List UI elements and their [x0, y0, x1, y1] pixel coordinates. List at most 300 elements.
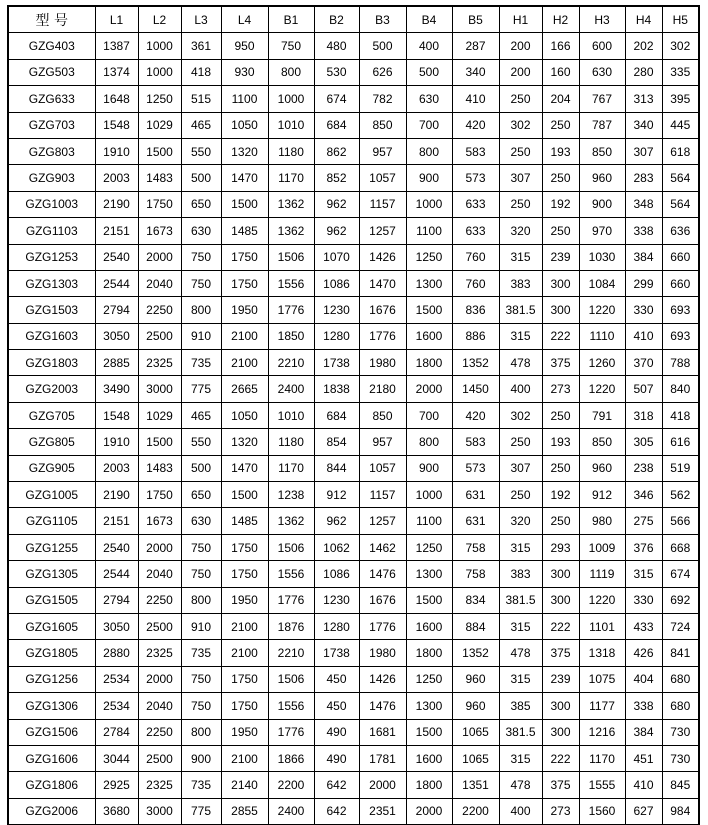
value-cell: 1555 [579, 772, 625, 798]
value-cell: 660 [662, 270, 699, 296]
value-cell: 631 [452, 482, 499, 508]
value-cell: 650 [181, 191, 221, 217]
value-cell: 1483 [138, 165, 181, 191]
value-cell: 1776 [359, 323, 406, 349]
model-cell: GZG1003 [8, 191, 95, 217]
value-cell: 381.5 [499, 297, 542, 323]
table-row [8, 534, 699, 560]
value-cell: 370 [625, 350, 662, 376]
value-cell: 674 [662, 561, 699, 587]
value-cell: 573 [452, 455, 499, 481]
value-cell: 962 [314, 508, 359, 534]
value-cell: 2540 [95, 244, 138, 270]
value-cell: 2100 [221, 323, 268, 349]
value-cell: 840 [662, 376, 699, 402]
table-row [8, 640, 699, 666]
value-cell: 1362 [268, 191, 314, 217]
value-cell: 1600 [406, 323, 452, 349]
value-cell: 384 [625, 719, 662, 745]
value-cell: 1910 [95, 138, 138, 164]
value-cell: 1980 [359, 350, 406, 376]
value-cell: 3050 [95, 323, 138, 349]
value-cell: 1450 [452, 376, 499, 402]
value-cell: 626 [359, 59, 406, 85]
table-row [8, 772, 699, 798]
value-cell: 630 [181, 508, 221, 534]
value-cell: 519 [662, 455, 699, 481]
value-cell: 650 [181, 482, 221, 508]
value-cell: 1673 [138, 508, 181, 534]
value-cell: 166 [542, 33, 579, 59]
value-cell: 850 [359, 402, 406, 428]
value-cell: 1426 [359, 666, 406, 692]
value-cell: 684 [314, 402, 359, 428]
value-cell: 273 [542, 376, 579, 402]
model-cell: GZG1256 [8, 666, 95, 692]
column-header-b4: B4 [406, 6, 452, 33]
value-cell: 1980 [359, 640, 406, 666]
value-cell: 2794 [95, 587, 138, 613]
table-row [8, 376, 699, 402]
value-cell: 1374 [95, 59, 138, 85]
value-cell: 1009 [579, 534, 625, 560]
value-cell: 1506 [268, 534, 314, 560]
value-cell: 478 [499, 350, 542, 376]
value-cell: 2794 [95, 297, 138, 323]
value-cell: 2544 [95, 561, 138, 587]
model-cell: GZG1506 [8, 719, 95, 745]
value-cell: 1075 [579, 666, 625, 692]
value-cell: 962 [314, 191, 359, 217]
value-cell: 692 [662, 587, 699, 613]
value-cell: 302 [662, 33, 699, 59]
value-cell: 192 [542, 191, 579, 217]
value-cell: 1320 [221, 138, 268, 164]
value-cell: 564 [662, 191, 699, 217]
value-cell: 275 [625, 508, 662, 534]
value-cell: 1257 [359, 508, 406, 534]
value-cell: 1216 [579, 719, 625, 745]
value-cell: 2100 [221, 613, 268, 639]
value-cell: 1000 [406, 482, 452, 508]
value-cell: 1738 [314, 350, 359, 376]
value-cell: 600 [579, 33, 625, 59]
value-cell: 1100 [221, 86, 268, 112]
value-cell: 280 [625, 59, 662, 85]
value-cell: 250 [542, 402, 579, 428]
value-cell: 2190 [95, 191, 138, 217]
value-cell: 850 [579, 429, 625, 455]
value-cell: 287 [452, 33, 499, 59]
value-cell: 1800 [406, 772, 452, 798]
value-cell: 2500 [138, 745, 181, 771]
model-cell: GZG903 [8, 165, 95, 191]
value-cell: 250 [542, 218, 579, 244]
model-cell: GZG403 [8, 33, 95, 59]
value-cell: 200 [499, 59, 542, 85]
value-cell: 1057 [359, 455, 406, 481]
value-cell: 1800 [406, 350, 452, 376]
value-cell: 1738 [314, 640, 359, 666]
value-cell: 2400 [268, 798, 314, 825]
value-cell: 886 [452, 323, 499, 349]
value-cell: 1260 [579, 350, 625, 376]
value-cell: 420 [452, 402, 499, 428]
value-cell: 500 [406, 59, 452, 85]
value-cell: 2100 [221, 350, 268, 376]
value-cell: 300 [542, 561, 579, 587]
value-cell: 1157 [359, 482, 406, 508]
value-cell: 2885 [95, 350, 138, 376]
value-cell: 330 [625, 297, 662, 323]
value-cell: 775 [181, 798, 221, 825]
value-cell: 1556 [268, 693, 314, 719]
table-row [8, 482, 699, 508]
value-cell: 1676 [359, 587, 406, 613]
value-cell: 2400 [268, 376, 314, 402]
column-header-h4: H4 [625, 6, 662, 33]
value-cell: 2500 [138, 323, 181, 349]
value-cell: 693 [662, 323, 699, 349]
value-cell: 750 [181, 693, 221, 719]
table-row [8, 138, 699, 164]
value-cell: 2325 [138, 350, 181, 376]
value-cell: 800 [406, 429, 452, 455]
value-cell: 1600 [406, 613, 452, 639]
value-cell: 700 [406, 112, 452, 138]
value-cell: 730 [662, 719, 699, 745]
table-row [8, 86, 699, 112]
value-cell: 1070 [314, 244, 359, 270]
value-cell: 962 [314, 218, 359, 244]
value-cell: 1500 [138, 138, 181, 164]
value-cell: 1776 [359, 613, 406, 639]
column-header-h3: H3 [579, 6, 625, 33]
value-cell: 1157 [359, 191, 406, 217]
value-cell: 250 [499, 138, 542, 164]
value-cell: 1910 [95, 429, 138, 455]
value-cell: 1426 [359, 244, 406, 270]
value-cell: 418 [662, 402, 699, 428]
value-cell: 305 [625, 429, 662, 455]
value-cell: 1029 [138, 402, 181, 428]
value-cell: 2040 [138, 270, 181, 296]
value-cell: 735 [181, 640, 221, 666]
value-cell: 1230 [314, 587, 359, 613]
value-cell: 480 [314, 33, 359, 59]
value-cell: 3044 [95, 745, 138, 771]
value-cell: 338 [625, 693, 662, 719]
value-cell: 450 [314, 693, 359, 719]
value-cell: 302 [499, 112, 542, 138]
value-cell: 376 [625, 534, 662, 560]
value-cell: 960 [579, 455, 625, 481]
value-cell: 250 [542, 112, 579, 138]
table-row [8, 33, 699, 59]
value-cell: 1476 [359, 561, 406, 587]
column-header-h1: H1 [499, 6, 542, 33]
value-cell: 1483 [138, 455, 181, 481]
value-cell: 1000 [138, 59, 181, 85]
value-cell: 307 [499, 165, 542, 191]
value-cell: 1050 [221, 402, 268, 428]
value-cell: 1084 [579, 270, 625, 296]
value-cell: 2100 [221, 640, 268, 666]
value-cell: 1470 [221, 165, 268, 191]
value-cell: 410 [625, 323, 662, 349]
column-header-b2: B2 [314, 6, 359, 33]
value-cell: 395 [662, 86, 699, 112]
value-cell: 1387 [95, 33, 138, 59]
table-row [8, 402, 699, 428]
value-cell: 1950 [221, 587, 268, 613]
value-cell: 693 [662, 297, 699, 323]
value-cell: 1500 [406, 297, 452, 323]
value-cell: 1065 [452, 719, 499, 745]
value-cell: 787 [579, 112, 625, 138]
value-cell: 1100 [406, 508, 452, 534]
value-cell: 642 [314, 772, 359, 798]
value-cell: 515 [181, 86, 221, 112]
value-cell: 340 [452, 59, 499, 85]
table-body [8, 33, 699, 825]
value-cell: 700 [406, 402, 452, 428]
value-cell: 1086 [314, 561, 359, 587]
value-cell: 750 [181, 666, 221, 692]
value-cell: 630 [181, 218, 221, 244]
value-cell: 1351 [452, 772, 499, 798]
value-cell: 299 [625, 270, 662, 296]
value-cell: 1180 [268, 429, 314, 455]
value-cell: 490 [314, 719, 359, 745]
value-cell: 222 [542, 745, 579, 771]
model-cell: GZG1605 [8, 613, 95, 639]
model-cell: GZG1606 [8, 745, 95, 771]
value-cell: 315 [625, 561, 662, 587]
value-cell: 960 [452, 693, 499, 719]
model-cell: GZG1103 [8, 218, 95, 244]
value-cell: 465 [181, 402, 221, 428]
value-cell: 315 [499, 323, 542, 349]
column-header-b3: B3 [359, 6, 406, 33]
value-cell: 1500 [221, 191, 268, 217]
value-cell: 841 [662, 640, 699, 666]
value-cell: 1556 [268, 561, 314, 587]
value-cell: 383 [499, 270, 542, 296]
value-cell: 912 [579, 482, 625, 508]
value-cell: 1250 [406, 666, 452, 692]
value-cell: 451 [625, 745, 662, 771]
column-header-model: 型 号 [8, 6, 95, 33]
value-cell: 300 [542, 693, 579, 719]
value-cell: 631 [452, 508, 499, 534]
value-cell: 1170 [579, 745, 625, 771]
value-cell: 1000 [138, 33, 181, 59]
value-cell: 375 [542, 350, 579, 376]
value-cell: 1500 [406, 719, 452, 745]
value-cell: 361 [181, 33, 221, 59]
value-cell: 315 [499, 613, 542, 639]
value-cell: 900 [406, 455, 452, 481]
value-cell: 724 [662, 613, 699, 639]
value-cell: 273 [542, 798, 579, 825]
value-cell: 300 [542, 719, 579, 745]
value-cell: 1230 [314, 297, 359, 323]
value-cell: 1866 [268, 745, 314, 771]
value-cell: 884 [452, 613, 499, 639]
value-cell: 750 [181, 244, 221, 270]
value-cell: 1506 [268, 666, 314, 692]
value-cell: 862 [314, 138, 359, 164]
value-cell: 192 [542, 482, 579, 508]
value-cell: 900 [579, 191, 625, 217]
value-cell: 1500 [406, 587, 452, 613]
model-cell: GZG705 [8, 402, 95, 428]
value-cell: 507 [625, 376, 662, 402]
value-cell: 2000 [138, 534, 181, 560]
value-cell: 1485 [221, 218, 268, 244]
table-row [8, 613, 699, 639]
value-cell: 750 [181, 561, 221, 587]
value-cell: 313 [625, 86, 662, 112]
value-cell: 2534 [95, 666, 138, 692]
model-cell: GZG1005 [8, 482, 95, 508]
value-cell: 1556 [268, 270, 314, 296]
value-cell: 775 [181, 376, 221, 402]
value-cell: 1676 [359, 297, 406, 323]
value-cell: 1086 [314, 270, 359, 296]
table-row [8, 587, 699, 613]
value-cell: 550 [181, 138, 221, 164]
value-cell: 250 [542, 455, 579, 481]
value-cell: 630 [579, 59, 625, 85]
column-header-l2: L2 [138, 6, 181, 33]
value-cell: 320 [499, 508, 542, 534]
value-cell: 633 [452, 191, 499, 217]
value-cell: 193 [542, 138, 579, 164]
value-cell: 900 [181, 745, 221, 771]
value-cell: 2140 [221, 772, 268, 798]
value-cell: 3680 [95, 798, 138, 825]
value-cell: 1177 [579, 693, 625, 719]
value-cell: 1950 [221, 719, 268, 745]
value-cell: 2500 [138, 613, 181, 639]
value-cell: 984 [662, 798, 699, 825]
value-cell: 2000 [138, 666, 181, 692]
value-cell: 2000 [138, 244, 181, 270]
value-cell: 1220 [579, 587, 625, 613]
value-cell: 680 [662, 693, 699, 719]
value-cell: 960 [452, 666, 499, 692]
value-cell: 1750 [221, 693, 268, 719]
value-cell: 307 [625, 138, 662, 164]
value-cell: 1029 [138, 112, 181, 138]
value-cell: 957 [359, 138, 406, 164]
value-cell: 1257 [359, 218, 406, 244]
model-cell: GZG1255 [8, 534, 95, 560]
value-cell: 1320 [221, 429, 268, 455]
value-cell: 222 [542, 613, 579, 639]
value-cell: 1280 [314, 323, 359, 349]
value-cell: 250 [542, 165, 579, 191]
value-cell: 1057 [359, 165, 406, 191]
value-cell: 222 [542, 323, 579, 349]
model-cell: GZG1505 [8, 587, 95, 613]
value-cell: 735 [181, 350, 221, 376]
column-header-l3: L3 [181, 6, 221, 33]
model-cell: GZG2006 [8, 798, 95, 825]
value-cell: 668 [662, 534, 699, 560]
value-cell: 760 [452, 244, 499, 270]
value-cell: 420 [452, 112, 499, 138]
value-cell: 1476 [359, 693, 406, 719]
value-cell: 834 [452, 587, 499, 613]
value-cell: 1180 [268, 138, 314, 164]
table-row [8, 798, 699, 825]
value-cell: 3000 [138, 798, 181, 825]
value-cell: 500 [181, 455, 221, 481]
value-cell: 2250 [138, 719, 181, 745]
value-cell: 1781 [359, 745, 406, 771]
value-cell: 1010 [268, 112, 314, 138]
model-cell: GZG1306 [8, 693, 95, 719]
value-cell: 465 [181, 112, 221, 138]
value-cell: 1170 [268, 165, 314, 191]
column-header-b5: B5 [452, 6, 499, 33]
value-cell: 1220 [579, 376, 625, 402]
value-cell: 204 [542, 86, 579, 112]
value-cell: 583 [452, 429, 499, 455]
value-cell: 1062 [314, 534, 359, 560]
value-cell: 1838 [314, 376, 359, 402]
value-cell: 250 [499, 429, 542, 455]
value-cell: 573 [452, 165, 499, 191]
value-cell: 385 [499, 693, 542, 719]
value-cell: 2544 [95, 270, 138, 296]
model-cell: GZG2003 [8, 376, 95, 402]
value-cell: 912 [314, 482, 359, 508]
value-cell: 302 [499, 402, 542, 428]
model-cell: GZG1253 [8, 244, 95, 270]
value-cell: 1750 [138, 191, 181, 217]
value-cell: 318 [625, 402, 662, 428]
value-cell: 250 [499, 482, 542, 508]
value-cell: 200 [499, 33, 542, 59]
table-row [8, 429, 699, 455]
value-cell: 2540 [95, 534, 138, 560]
value-cell: 1362 [268, 218, 314, 244]
value-cell: 315 [499, 244, 542, 270]
value-cell: 450 [314, 666, 359, 692]
value-cell: 1500 [138, 429, 181, 455]
value-cell: 1250 [406, 534, 452, 560]
value-cell: 2325 [138, 640, 181, 666]
value-cell: 1776 [268, 719, 314, 745]
model-cell: GZG633 [8, 86, 95, 112]
value-cell: 1065 [452, 745, 499, 771]
value-cell: 910 [181, 323, 221, 349]
table-row [8, 297, 699, 323]
value-cell: 684 [314, 112, 359, 138]
value-cell: 346 [625, 482, 662, 508]
value-cell: 2000 [406, 376, 452, 402]
value-cell: 418 [181, 59, 221, 85]
value-cell: 1352 [452, 640, 499, 666]
value-cell: 2003 [95, 455, 138, 481]
value-cell: 1600 [406, 745, 452, 771]
value-cell: 1470 [221, 455, 268, 481]
value-cell: 1238 [268, 482, 314, 508]
